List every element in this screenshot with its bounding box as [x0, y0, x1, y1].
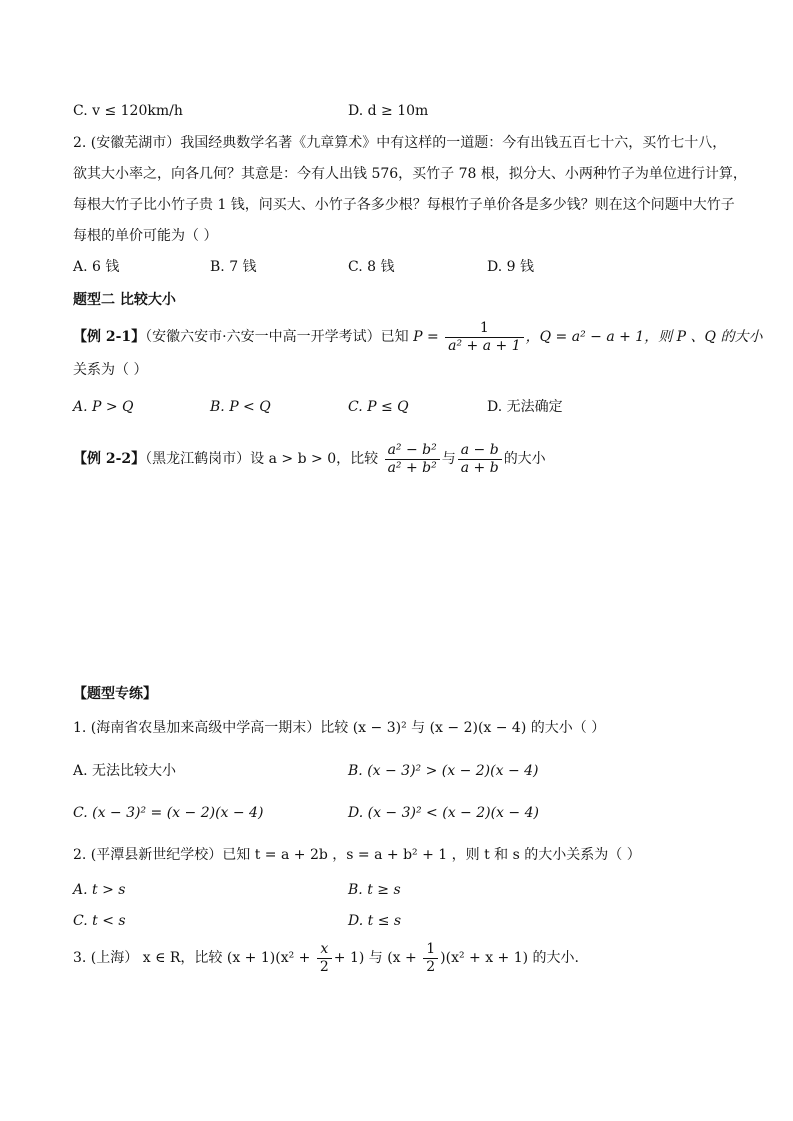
fraction-p — [445, 320, 523, 355]
fraction-denominator: 2 — [426, 958, 436, 975]
option-b: B. (x − 3)² > (x − 2)(x − 4) — [348, 763, 539, 779]
practice-2-stem: 2. (平潭县新世纪学校）已知 t = a + 2b ，s = a + b² + 1 ，则 t 和 s 的大小关系为（ ） — [73, 847, 641, 863]
fraction-denominator: 2 — [319, 958, 329, 975]
option-c: C. 8 钱 — [348, 259, 395, 275]
fraction-denominator: a² + b² — [387, 459, 437, 476]
option-d: D. t ≤ s — [348, 913, 402, 929]
practice-3-pre: 3. (上海） x ∈ R，比较 (x + 1)(x² + — [73, 950, 311, 966]
example-2-1-line-1 — [73, 317, 762, 357]
option-d: D. (x − 3)² < (x − 2)(x − 4) — [348, 805, 539, 821]
question-2-line-3: 每根大竹子比小竹子贵 1 钱，问买大、小竹子各多少根？每根竹子单价各是多少钱？则在这个问题中大竹子 — [73, 197, 735, 213]
fraction-2 — [458, 442, 502, 477]
example-source: （安徽六安市·六安一中高一开学考试）已知 — [145, 329, 409, 345]
fraction-numerator: 1 — [445, 320, 523, 338]
option-a: A. t > s — [73, 882, 126, 898]
conjunction: 与 — [441, 451, 456, 467]
option-a: A. 6 钱 — [73, 259, 120, 275]
option-b: B. t ≥ s — [348, 882, 401, 898]
fraction-numerator: a² − b² — [385, 442, 440, 460]
practice-3-stem — [73, 938, 579, 978]
question-2-line-1: 2. (安徽芜湖市）我国经典数学名著《九章算术》中有这样的一道题：今有出钱五百七十六，买竹七十八， — [73, 135, 727, 151]
fraction-1-over-2 — [423, 941, 438, 976]
fraction-1 — [385, 442, 440, 477]
example-2-2 — [73, 438, 546, 480]
example-tail: 的大小 — [503, 451, 546, 467]
option-b: B. 7 钱 — [210, 259, 257, 275]
option-c: C. v ≤ 120km/h — [73, 103, 183, 119]
fraction-numerator: x — [317, 941, 332, 959]
option-d: D. d ≥ 10m — [348, 103, 429, 119]
option-a: A. P > Q — [73, 399, 134, 415]
fraction-denominator: a² + a + 1 — [448, 337, 521, 354]
question-2-line-2: 欲其大小率之，向各几何？其意是：今有人出钱 576，买竹子 78 根，拟分大、小两种竹子为单位进行计算， — [73, 166, 747, 182]
fraction-numerator: a − b — [458, 442, 502, 460]
option-d: D. 无法确定 — [487, 399, 563, 415]
practice-3-tail: )(x² + x + 1) 的大小. — [440, 950, 579, 966]
option-c: C. t < s — [73, 913, 126, 929]
section-title: 题型二 比较大小 — [73, 292, 176, 308]
option-c: C. P ≤ Q — [348, 399, 409, 415]
p-lhs: P = — [413, 329, 439, 345]
example-tag: 【例 2-2】 — [73, 451, 146, 467]
option-a: A. 无法比较大小 — [73, 763, 177, 779]
practice-3-mid: + 1) 与 (x + — [333, 950, 417, 966]
option-c: C. (x − 3)² = (x − 2)(x − 4) — [73, 805, 264, 821]
example-tag: 【例 2-1】 — [73, 329, 146, 345]
fraction-x-over-2 — [317, 941, 332, 976]
fraction-denominator: a + b — [460, 459, 499, 476]
fraction-numerator: 1 — [423, 941, 438, 959]
question-2-line-4: 每根的单价可能为（ ） — [73, 228, 218, 244]
option-b: B. P < Q — [210, 399, 271, 415]
q-expression: ，Q = a² − a + 1，则 P 、Q 的大小 — [525, 329, 763, 345]
practice-title: 【题型专练】 — [73, 686, 157, 702]
example-text: （黑龙江鹤岗市）设 a > b > 0，比较 — [145, 451, 379, 467]
example-2-1-line-2: 关系为（ ） — [73, 362, 148, 378]
practice-1-stem: 1. (海南省农垦加来高级中学高一期末）比较 (x − 3)² 与 (x − 2)(x − 4) 的大小（ ） — [73, 720, 606, 736]
option-d: D. 9 钱 — [487, 259, 534, 275]
